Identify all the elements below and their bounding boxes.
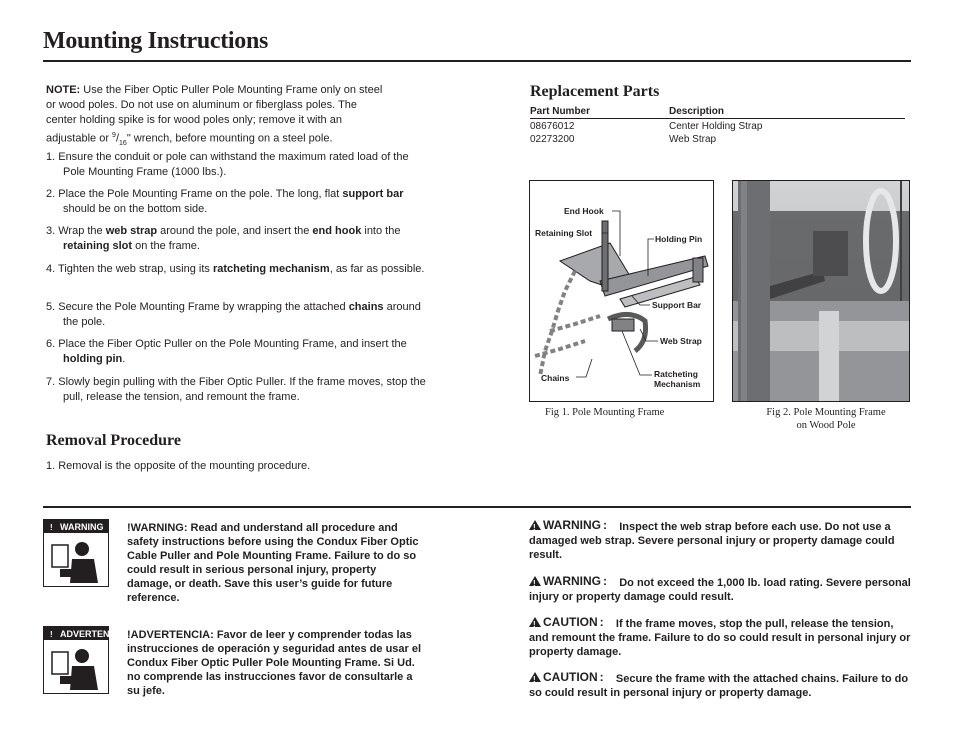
warning-spanish-text: !ADVERTENCIA: Favor de leer y comprender todas las instrucciones de operación y seguridad antes de usar el Condux Fiber Optic Puller Pole Mounting Frame. Si Ud. no comprende las instrucciones favor de consultarle a su jefe.: [127, 629, 422, 697]
callout-ratcheting-line-2: Mechanism: [654, 379, 701, 389]
step-5-text-a: 5. Secure the Pole Mounting Frame by wrapping the attached: [46, 301, 349, 313]
ratchet-body: [612, 319, 634, 331]
step-2-bold-support-bar: support bar: [342, 188, 404, 200]
figure-2-caption: [746, 406, 906, 432]
alert-triangle-icon: [529, 672, 541, 682]
fraction-numerator: 9: [112, 132, 116, 139]
step-6-text-a: 6. Place the Fiber Optic Puller on the Pole Mounting Frame, and insert the: [46, 338, 407, 350]
note-line-4b: " wrench, before mounting on a steel pole.: [126, 132, 333, 145]
figure-2-caption-line-2: on Wood Pole: [796, 420, 856, 431]
warning-badge: ! WARNING :: [529, 518, 607, 532]
note-line-4a: adjustable or: [46, 132, 113, 145]
safety-message-1: [529, 518, 912, 562]
safety-message-3: [529, 615, 912, 659]
step-4: [46, 262, 426, 277]
alert-triangle-icon: [529, 520, 541, 530]
step-6: [46, 337, 426, 367]
note-block: [46, 83, 426, 151]
person-reading-icon: [44, 533, 108, 586]
leader-chains: [576, 359, 592, 377]
frame-illustration: [530, 181, 713, 401]
warning-icon-label: WARNING: [60, 521, 104, 532]
table-row: [530, 120, 905, 133]
chain-left: [540, 271, 575, 376]
step-3-text-e: into the: [361, 225, 401, 237]
callout-retaining-slot: Retaining Slot: [535, 228, 593, 238]
callout-support-bar: Support Bar: [652, 300, 702, 310]
figure-1-pole-mounting-frame: [529, 180, 714, 402]
note-label: NOTE:: [46, 84, 81, 96]
step-4-bold-ratcheting: ratcheting mechanism: [212, 263, 330, 275]
parts-heading: Replacement Parts: [530, 83, 660, 100]
part-number-cell: 08676012: [530, 121, 575, 132]
step-3-text-g: on the frame.: [132, 240, 200, 252]
step-4-text-c: , as far as possible.: [329, 263, 425, 275]
caution-badge-label: CAUTION: [543, 670, 598, 684]
figure-2-photo: [732, 180, 910, 402]
page-title: Mounting Instructions: [43, 28, 269, 54]
note-line-2: or wood poles. Do not use on aluminum or fiberglass poles. The: [46, 99, 358, 111]
person-reading-icon: [44, 640, 108, 693]
warning-icon-header: [44, 520, 108, 533]
caution-badge: ! CAUTION :: [529, 670, 604, 684]
table-row: [530, 133, 905, 146]
safety-message-4: [529, 670, 912, 700]
step-1: 1. Ensure the conduit or pole can withstand the maximum rated load of the Pole Mounting Frame (1000 lbs.).: [46, 151, 409, 178]
step-3-text-c: around the pole, and insert the: [157, 225, 313, 237]
warning-read-manual-icon: [43, 519, 109, 587]
step-3: [46, 224, 426, 254]
fraction-denominator: 16: [119, 139, 127, 147]
removal-step-1: 1. Removal is the opposite of the mounting procedure.: [46, 460, 311, 472]
callout-holding-pin: Holding Pin: [655, 234, 703, 244]
part-number-cell: 02273200: [530, 134, 575, 145]
alert-triangle-icon: [529, 617, 541, 627]
step-5-text-c: around the pole.: [63, 301, 421, 328]
callout-chains: Chains: [541, 373, 570, 383]
safety-message-1-text: Inspect the web strap before each use. Do not use a damaged web strap. Severe personal injury or property damage could result.: [529, 521, 895, 561]
step-3-text-a: 3. Wrap the: [46, 225, 106, 237]
holding-spike: [602, 221, 608, 291]
col-part-number: Part Number: [530, 106, 591, 117]
post: [819, 311, 839, 402]
safety-message-2-text: Do not exceed the 1,000 lb. load rating. Severe personal injury or property damage could result.: [529, 577, 911, 603]
figure-1-caption: Fig 1. Pole Mounting Frame: [545, 407, 665, 418]
step-3-bold-web-strap: web strap: [105, 225, 158, 237]
note-line-4: adjustable or $^9/_{16}$" wrench, before mounting on a steel pole.: [46, 132, 333, 147]
caution-badge: ! CAUTION :: [529, 615, 604, 629]
leader-ratcheting: [622, 331, 652, 375]
advertencia-icon-header: [44, 627, 126, 640]
step-7: 7. Slowly begin pulling with the Fiber Optic Puller. If the frame moves, stop the pull, release the tension, and remount the frame.: [46, 376, 426, 403]
warning-badge-label: WARNING: [543, 574, 601, 588]
caution-badge-label: CAUTION: [543, 615, 598, 629]
alert-triangle-icon: [46, 629, 58, 639]
callout-ratcheting-line-1: Ratcheting: [654, 369, 698, 379]
advertencia-icon-label: ADVERTENCIA: [60, 628, 126, 639]
warning-english-text: !WARNING: Read and understand all procedure and safety instructions before using the Condux Fiber Optic Cable Puller and Pole Mounting Frame. Failure to do so could result in serious personal injury, property damage, or death. Save this user’s guide for future reference.: [127, 522, 419, 604]
safety-message-2: [529, 574, 912, 604]
part-description-cell: Center Holding Strap: [669, 121, 763, 132]
callout-ratcheting: [654, 369, 700, 389]
callout-end-hook: End Hook: [564, 206, 604, 216]
step-2-text-a: 2. Place the Pole Mounting Frame on the pole. The long, flat: [46, 188, 343, 200]
step-6-text-c: .: [122, 353, 126, 365]
warning-badge-label: WARNING: [543, 518, 601, 532]
alert-triangle-icon: [46, 522, 58, 532]
warning-badge: ! WARNING :: [529, 574, 607, 588]
parts-table: [530, 106, 905, 146]
section-rule: [43, 506, 911, 508]
step-5: [46, 300, 426, 330]
step-3-bold-end-hook: end hook: [312, 225, 362, 237]
step-4-text-a: 4. Tighten the web strap, using its: [46, 263, 213, 275]
part-description-cell: Web Strap: [669, 134, 717, 145]
safety-message-4-text: Secure the frame with the attached chains. Failure to do so could result in personal injury or property damage.: [529, 673, 909, 699]
col-description: Description: [669, 106, 725, 117]
figure-2-caption-line-1: Fig 2. Pole Mounting Frame: [766, 407, 886, 418]
note-line-1: Use the Fiber Optic Puller Pole Mounting Frame only on steel: [80, 84, 383, 96]
wood-pole-photo: [733, 181, 910, 402]
step-5-bold-chains: chains: [348, 301, 384, 313]
arm-end-cap: [693, 258, 703, 282]
puller-motor: [813, 231, 848, 276]
step-2-text-c: should be on the bottom side.: [63, 203, 208, 215]
title-rule: [43, 60, 911, 62]
advertencia-read-manual-icon: [43, 626, 126, 694]
alert-triangle-icon: [529, 576, 541, 586]
safety-message-3-text: If the frame moves, stop the pull, release the tension, and remount the frame. Failure to do so could result in personal injury or property damage.: [529, 618, 911, 658]
parts-table-header: [530, 106, 905, 119]
step-3-bold-retaining-slot: retaining slot: [63, 240, 133, 252]
callout-web-strap: Web Strap: [660, 336, 702, 346]
step-2: [46, 187, 426, 217]
step-6-bold-holding-pin: holding pin: [63, 353, 123, 365]
removal-heading: Removal Procedure: [46, 432, 181, 449]
note-line-3: center holding spike is for wood poles only; remove it with an: [46, 114, 342, 126]
